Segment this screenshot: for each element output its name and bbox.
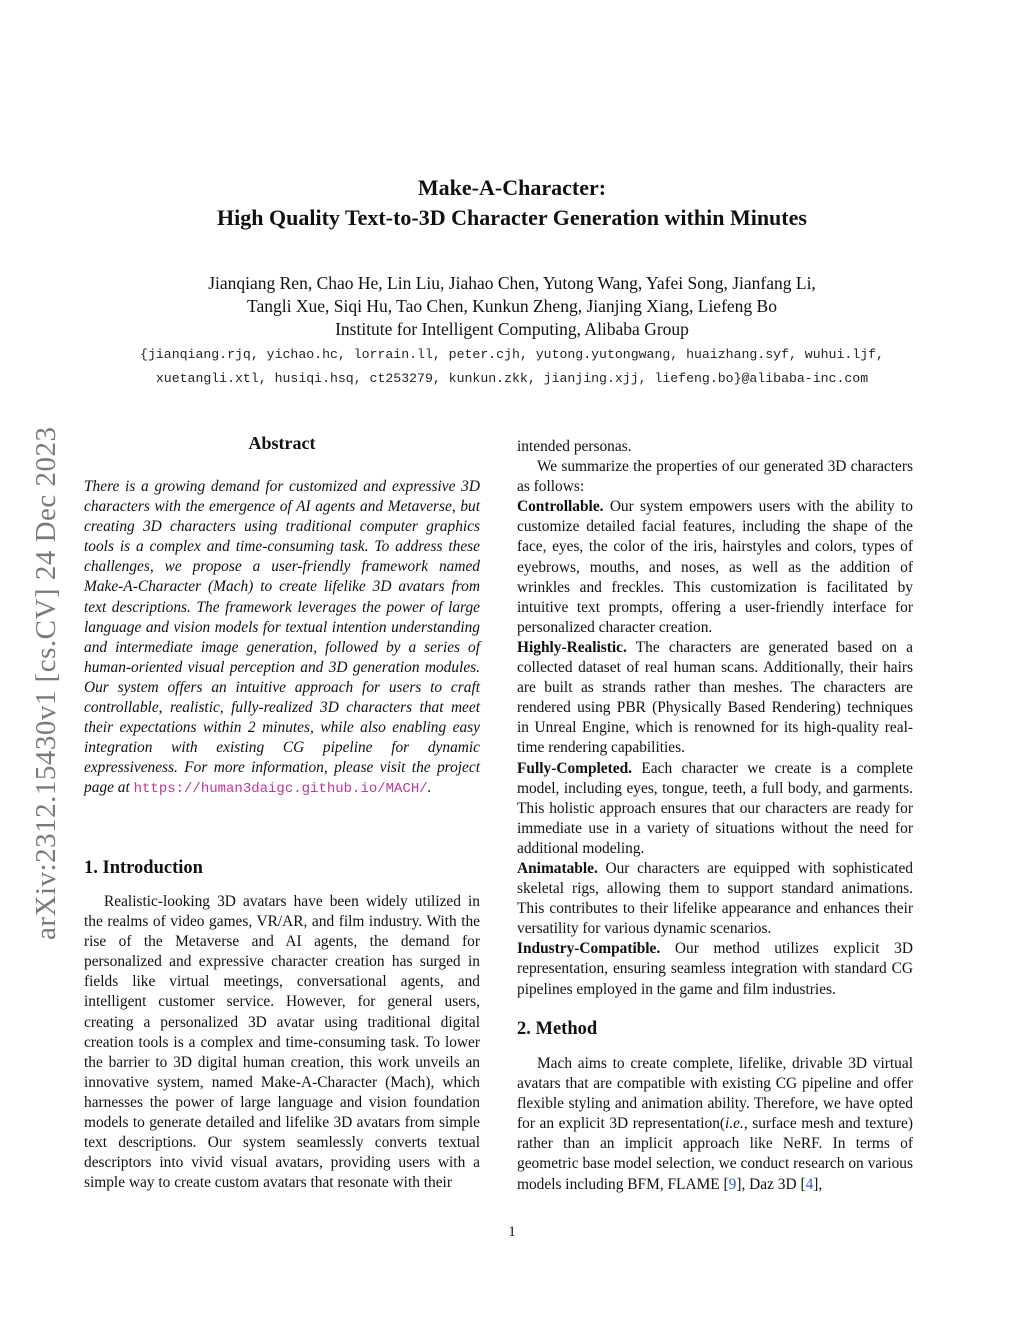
author-list-line2: Tangli Xue, Siqi Hu, Tao Chen, Kunkun Zheng, Jianjing Xiang, Liefeng Bo: [247, 296, 777, 316]
abstract-heading: Abstract: [248, 433, 316, 453]
paper-title-line2: High Quality Text-to-3D Character Generation within Minutes: [217, 205, 807, 230]
method-text-a: Mach aims to create complete, lifelike, drivable 3D virtual avatars that are compatible with existing CG pipeline and offer flexible styling and animation ability. Therefore, we have opted for an explicit 3D representation(: [517, 1055, 913, 1133]
email-list-line2: xuetangli.xtl, husiqi.hsq, ct253279, kunkun.zkk, jianjing.xjj, liefeng.bo}@alibaba-inc.com: [155, 371, 869, 386]
property-name: Controllable.: [517, 498, 604, 516]
abstract-body: There is a growing demand for customized and expressive 3D characters with the emergence of AI agents and Metaverse, but creating 3D characters using traditional computer graphics tools is a complex and time-consuming task. To address these challenges, we propose a user-friendly framework named Make-A-Character (Mach) to create lifelike 3D avatars from text descriptions. The framework leverages the power of large language and vision models for textual intention understanding and intermediate image generation, followed by a series of human-oriented visual perception and 3D generation modules. Our system offers an intuitive approach for users to craft controllable, realistic, fully-realized 3D characters that meet their expectations within 2 minutes, while also enabling easy integration with existing CG pipeline for dynamic expressiveness. For more information, please visit the project page at: [84, 478, 480, 797]
method-text-d: ],: [813, 1175, 823, 1193]
property-fully-completed: [517, 759, 913, 859]
property-industry-compatible: [517, 939, 913, 999]
method-heading: 2. Method: [517, 1019, 598, 1039]
introduction-paragraph: Realistic-looking 3D avatars have been widely utilized in the realms of video games, VR/AR, and film industry. With the rise of the Metaverse and AI agents, the demand for personalized and expressive character creation has surged in fields like virtual meetings, conversational agents, and intelligent customer service. However, for general users, creating a personalized 3D avatar using traditional digital creation tools is a complex and time-consuming task. To lower the barrier to 3D digital human creation, this work unveils an innovative system, named Make-A-Character (Mach), which harnesses the power of large language and vision foundation models to generate detailed and lifelike 3D avatars from simple text descriptions. Our system seamlessly converts textual descriptors into vivid visual avatars, providing users with a simple way to create custom avatars that resonate with their: [84, 893, 480, 1192]
property-controllable: [517, 497, 913, 638]
affiliation: Institute for Intelligent Computing, Alibaba Group: [335, 319, 689, 339]
summary-text: We summarize the properties of our generated 3D characters as follows:: [517, 458, 913, 496]
page-number: 1: [508, 1224, 516, 1240]
property-name: Fully-Completed.: [517, 759, 632, 777]
project-page-link[interactable]: https://human3daigc.github.io/MACH/: [133, 781, 428, 798]
method-text: [517, 1054, 913, 1195]
property-highly-realistic: [517, 638, 913, 759]
property-animatable: [517, 859, 913, 939]
arxiv-sidebar-stamp: arXiv:2312.15430v1 [cs.CV] 24 Dec 2023: [30, 426, 62, 940]
property-text: The characters are generated based on a collected dataset of real human scans. Additionally, their hairs are built as strands rather than meshes. The characters are rendered using PBR (Physically Based Rendering) techniques in Unreal Engine, which is renowned for its high-quality real-time rendering capabilities.: [517, 638, 913, 757]
property-name: Animatable.: [517, 859, 598, 877]
right-column-text: [517, 437, 913, 1000]
property-name: Industry-Compatible.: [517, 940, 661, 958]
property-text: Our characters are equipped with sophisticated skeletal rigs, allowing them to support standard animations. This contributes to their lifelike appearance and enhances their versatility for various dynamic scenarios.: [517, 859, 913, 938]
property-text: Our method utilizes explicit 3D representation, ensuring seamless integration with standard CG pipelines employed in the game and film industries.: [517, 940, 913, 998]
introduction-heading: 1. Introduction: [84, 858, 203, 878]
citation-link-9[interactable]: 9: [728, 1175, 737, 1193]
method-ie: i.e.: [725, 1115, 744, 1133]
author-list-line1: Jianqiang Ren, Chao He, Lin Liu, Jiahao Chen, Yutong Wang, Yafei Song, Jianfang Li,: [208, 273, 816, 293]
abstract-period: .: [427, 779, 432, 797]
introduction-text: [84, 892, 480, 1193]
property-name: Highly-Realistic.: [517, 638, 627, 656]
citation-link-4[interactable]: 4: [805, 1175, 814, 1193]
abstract-text: [84, 477, 480, 800]
method-text-c: ], Daz 3D [: [736, 1175, 806, 1193]
paper-title-line1: Make-A-Character:: [417, 175, 607, 200]
property-text: Each character we create is a complete model, including eyes, tongue, teeth, a full body, and garments. This holistic approach ensures that our characters are ready for immediate use in a variety of situations without the need for additional modeling.: [517, 759, 913, 857]
method-text-b: , surface mesh and texture) rather than an implicit approach like NeRF. In terms of geometric base model selection, we conduct research on various models including BFM, FLAME [: [517, 1115, 913, 1193]
email-list-line1: {jianqiang.rjq, yichao.hc, lorrain.ll, peter.cjh, yutong.yutongwang, huaizhang.syf, wuhui.ljf,: [140, 347, 884, 362]
continuation-text: intended personas.: [517, 438, 632, 455]
property-text: Our system empowers users with the ability to customize detailed facial features, including the shape of the face, eyes, the color of the iris, hairstyles and colors, types of eyebrows, mouths, and noses, as well as the addition of wrinkles and freckles. This customization is facilitated by intuitive text prompts, offering a user-friendly interface for personalized character creation.: [517, 498, 913, 636]
